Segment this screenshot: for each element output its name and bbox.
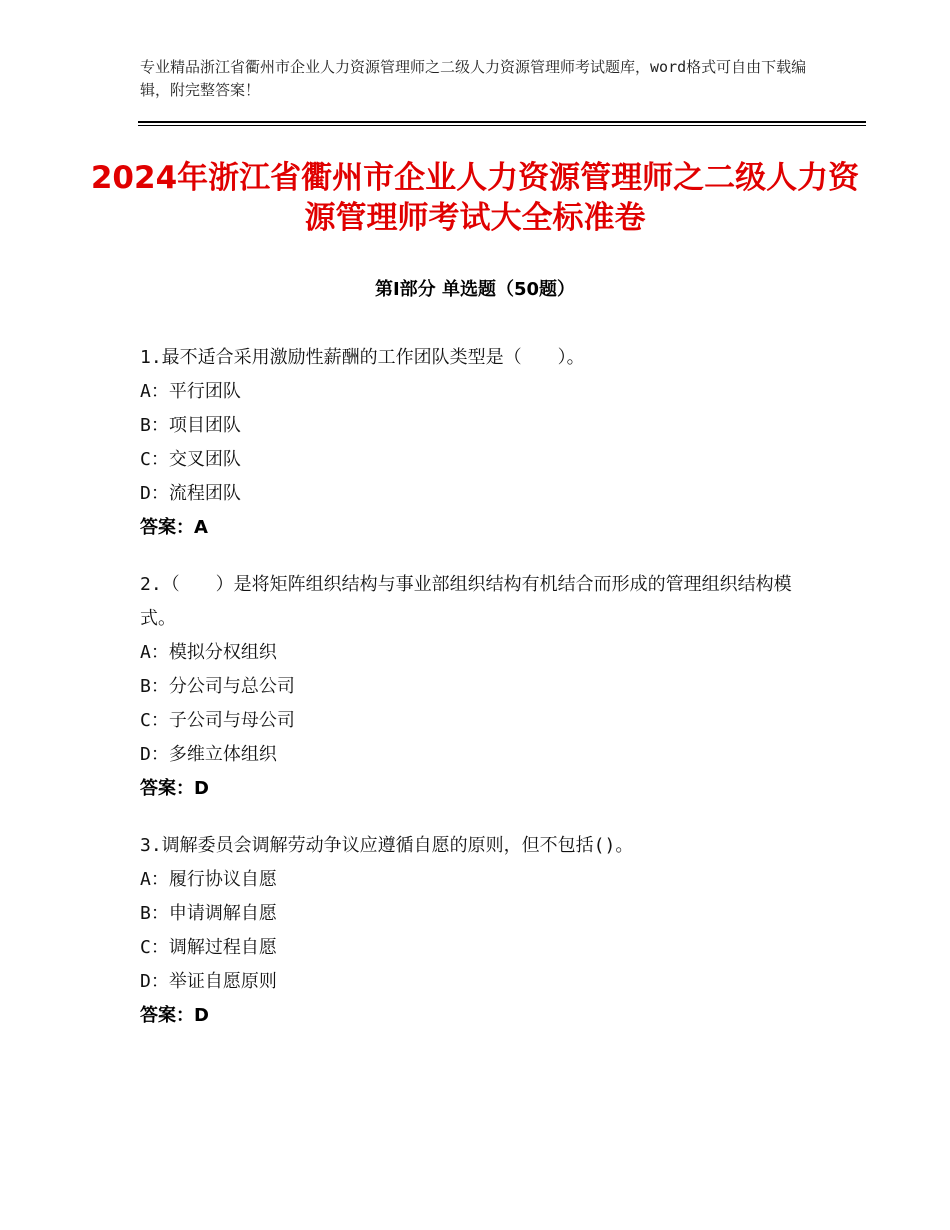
question-stem: 2.（ ）是将矩阵组织结构与事业部组织结构有机结合而形成的管理组织结构模式。 [140, 574, 792, 629]
answer: 答案：D [140, 778, 209, 799]
option-d: D：流程团队 [140, 483, 241, 504]
answer: 答案：D [140, 1005, 209, 1026]
document-title: 2024年浙江省衢州市企业人力资源管理师之二级人力资源管理师考试大全标准卷 [90, 160, 860, 236]
header-rule-thick [138, 121, 866, 123]
question-2 [140, 568, 820, 806]
option-b: B：分公司与总公司 [140, 676, 295, 697]
option-a: A：模拟分权组织 [140, 642, 277, 663]
section-title: 第Ⅰ部分 单选题（50题） [374, 279, 575, 300]
option-b: B：项目团队 [140, 415, 241, 436]
question-stem: 3.调解委员会调解劳动争议应遵循自愿的原则，但不包括()。 [140, 835, 634, 856]
header-note: 专业精品浙江省衢州市企业人力资源管理师之二级人力资源管理师考试题库，word格式可自由下载编辑，附完整答案！ [140, 58, 807, 99]
option-c: C：交叉团队 [140, 449, 241, 470]
option-c: C：调解过程自愿 [140, 937, 277, 958]
option-b: B：申请调解自愿 [140, 903, 277, 924]
option-a: A：履行协议自愿 [140, 869, 277, 890]
option-d: D：多维立体组织 [140, 744, 277, 765]
question-stem: 1.最不适合采用激励性薪酬的工作团队类型是（ ）。 [140, 347, 585, 368]
question-1 [140, 341, 820, 545]
option-c: C：子公司与母公司 [140, 710, 295, 731]
option-d: D：举证自愿原则 [140, 971, 277, 992]
answer: 答案：A [140, 517, 208, 538]
option-a: A：平行团队 [140, 381, 241, 402]
question-list [140, 341, 820, 1056]
question-3 [140, 829, 820, 1033]
header-rule-thin [138, 125, 866, 126]
